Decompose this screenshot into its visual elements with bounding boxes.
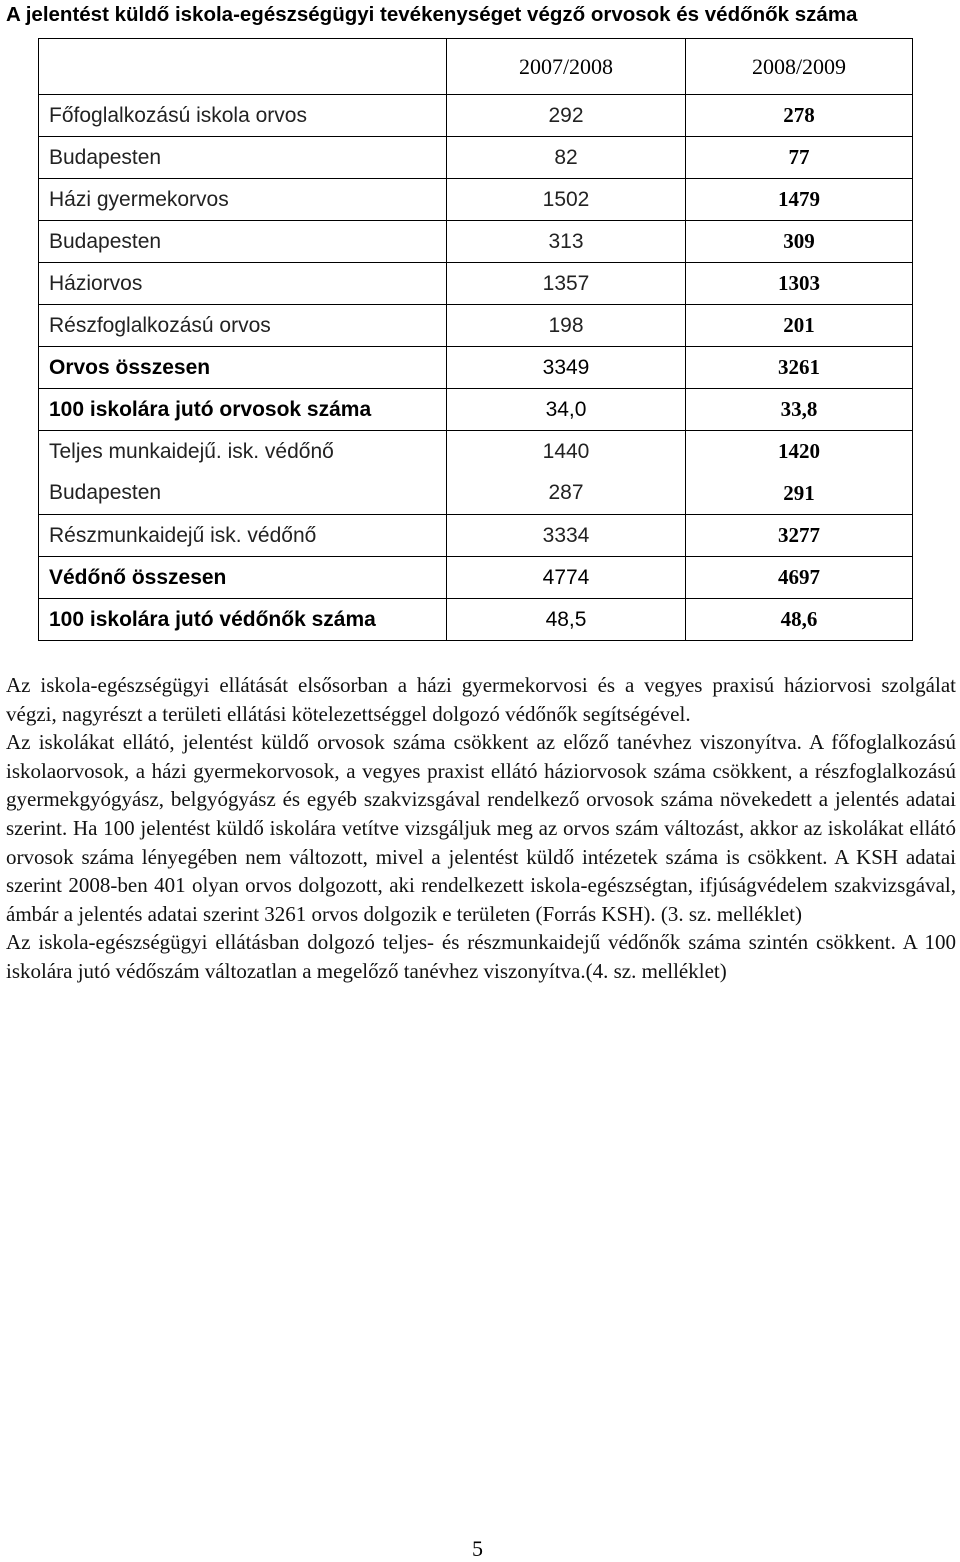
table-row — [39, 179, 913, 221]
value-2008: 1303 — [686, 263, 913, 305]
page-number: 5 — [472, 1536, 483, 1561]
row-label: Teljes munkaidejű. isk. védőnő — [39, 431, 447, 473]
row-label: 100 iskolára jutó védőnők száma — [39, 599, 447, 641]
paragraph: Az iskola-egészségügyi ellátását elsősorban a házi gyermekorvosi és a vegyes praxisú háziorvosi szolgálat végzi, nagyrészt a területi ellátási kötelezettséggel dolgozó védőnők segítségével. — [6, 673, 956, 726]
row-label: Orvos összesen — [39, 347, 447, 389]
row-label: Háziorvos — [39, 263, 447, 305]
value-2008: 291 — [686, 473, 913, 515]
paragraph: Az iskolákat ellátó, jelentést küldő orvosok száma csökkent az előző tanévhez viszonyítva. A főfoglalkozású iskolaorvosok, a házi gyermekorvosok, a vegyes praxist ellátó háziorvosok száma csökkent, a részfoglalkozású gyermekgyógyász, belgyógyász és egyéb szakvizsgával rendelkező orvosok száma növekedett a jelentés adatai szerint. Ha 100 jelentést küldő iskolára vetítve vizsgáljuk meg az orvos szám változást, akkor az iskolákat ellátó orvosok száma lényegében nem változott, mivel a jelentést küldő intézetek száma is csökkent. A KSH adatai szerint 2008-ben 401 olyan orvos dolgozott, aki rendelkezett iskola-egészségtan, ifjúságvédelem szakvizsgával, ámbár a jelentés adatai szerint 3261 orvos dolgozik e területen (Forrás KSH). (3. sz. melléklet) — [6, 730, 956, 926]
row-label: Budapesten — [39, 221, 447, 263]
row-label: Részfoglalkozású orvos — [39, 305, 447, 347]
table-row — [39, 95, 913, 137]
row-label: Védőnő összesen — [39, 557, 447, 599]
value-2008: 3261 — [686, 347, 913, 389]
value-2008: 3277 — [686, 515, 913, 557]
value-2007: 48,5 — [447, 599, 686, 641]
table-header-row — [39, 39, 913, 95]
table-row — [39, 137, 913, 179]
table-row — [39, 431, 913, 473]
value-2008: 278 — [686, 95, 913, 137]
row-label: Részmunkaidejű isk. védőnő — [39, 515, 447, 557]
value-2007: 1502 — [447, 179, 686, 221]
value-2008: 1420 — [686, 431, 913, 473]
table-row — [39, 263, 913, 305]
value-2007: 4774 — [447, 557, 686, 599]
value-2008: 1479 — [686, 179, 913, 221]
value-2007: 1357 — [447, 263, 686, 305]
row-label: Budapesten — [39, 473, 447, 515]
row-label: Főfoglalkozású iskola orvos — [39, 95, 447, 137]
header-year-2007: 2007/2008 — [447, 39, 686, 95]
value-2007: 292 — [447, 95, 686, 137]
table-row — [39, 599, 913, 641]
table-row — [39, 221, 913, 263]
value-2007: 198 — [447, 305, 686, 347]
table-row — [39, 557, 913, 599]
value-2007: 3334 — [447, 515, 686, 557]
value-2007: 313 — [447, 221, 686, 263]
row-label: Házi gyermekorvos — [39, 179, 447, 221]
value-2008: 201 — [686, 305, 913, 347]
table-row — [39, 515, 913, 557]
value-2007: 34,0 — [447, 389, 686, 431]
statistics-table — [38, 38, 913, 641]
body-text — [6, 671, 956, 986]
value-2008: 77 — [686, 137, 913, 179]
value-2008: 33,8 — [686, 389, 913, 431]
page-heading: A jelentést küldő iskola-egészségügyi tevékenységet végző orvosok és védőnők száma — [6, 3, 858, 26]
value-2008: 309 — [686, 221, 913, 263]
paragraph: Az iskola-egészségügyi ellátásban dolgozó teljes- és részmunkaidejű védőnők száma szintén csökkent. A 100 iskolára jutó védőszám változatlan a megelőző tanévhez viszonyítva.(4. sz. melléklet) — [6, 930, 956, 983]
value-2007: 3349 — [447, 347, 686, 389]
table-row — [39, 347, 913, 389]
row-label: Budapesten — [39, 137, 447, 179]
header-year-2008: 2008/2009 — [686, 39, 913, 95]
row-label: 100 iskolára jutó orvosok száma — [39, 389, 447, 431]
value-2008: 4697 — [686, 557, 913, 599]
table-row — [39, 305, 913, 347]
value-2007: 1440 — [447, 431, 686, 473]
table-row — [39, 389, 913, 431]
table-row — [39, 473, 913, 515]
value-2007: 287 — [447, 473, 686, 515]
header-label-cell — [39, 39, 447, 95]
value-2008: 48,6 — [686, 599, 913, 641]
value-2007: 82 — [447, 137, 686, 179]
